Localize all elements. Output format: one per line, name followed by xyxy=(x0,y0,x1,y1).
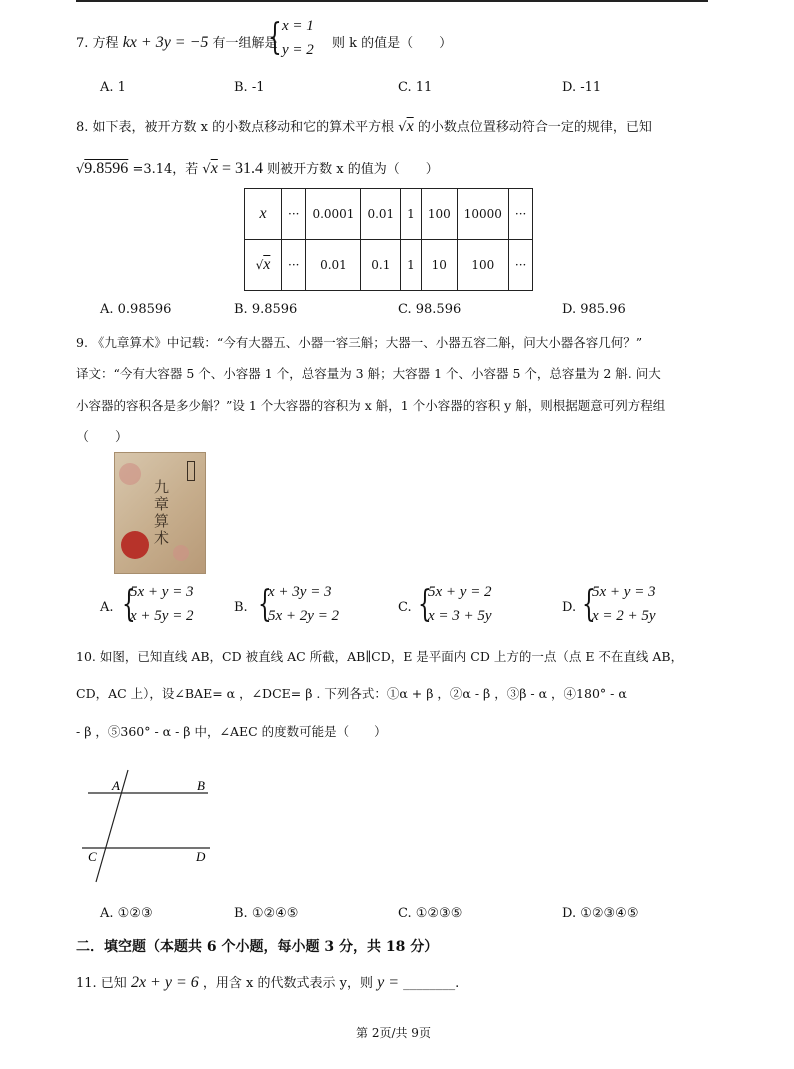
known-value: =3.14，若 xyxy=(132,162,199,177)
top-rule xyxy=(76,0,708,2)
q9-option-eq1: x + 3y = 3 xyxy=(268,584,332,600)
label-c: C xyxy=(88,849,97,864)
label-box xyxy=(187,461,195,481)
q10-line2: CD，AC 上），设∠BAE= α ，∠DCE= β . 下列各式：①α + β ，②α - β ，③β - α ，④180° - α xyxy=(76,686,627,701)
sqrt-icon: √ xyxy=(76,162,85,177)
q7-option-d: D. -11 xyxy=(562,80,602,95)
q9-option-d xyxy=(562,584,682,630)
table-cell: 1 xyxy=(401,189,422,240)
q7-sys-eq1: x = 1 xyxy=(282,18,314,34)
q10-figure xyxy=(80,768,220,888)
red-seal-icon xyxy=(121,531,149,559)
left-brace-icon: { xyxy=(418,584,432,625)
book-title: 九章算术 xyxy=(152,479,170,547)
q11-answer-var: y = xyxy=(377,974,400,991)
q8-option-c: C. 98.596 xyxy=(398,302,462,317)
q8-stem-line1 xyxy=(76,116,652,136)
q7-option-a: A. 1 xyxy=(100,80,126,95)
label-d: D xyxy=(196,849,206,864)
table-cell: ··· xyxy=(508,189,532,240)
q9-option-label: B. xyxy=(234,600,248,615)
cond-radicand: x xyxy=(210,160,218,177)
q9-option-eq1: 5x + y = 3 xyxy=(592,584,656,600)
q8-option-a: A. 0.98596 xyxy=(100,302,172,317)
q9-option-label: C. xyxy=(398,600,412,615)
q7-system xyxy=(268,16,328,64)
q7-option-c: C. 11 xyxy=(398,80,433,95)
table-row xyxy=(245,240,533,291)
q9-option-b xyxy=(234,584,354,630)
q9-option-eq2: x = 2 + 5y xyxy=(592,608,656,624)
q10-option-c: C. ①②③⑤ xyxy=(398,906,463,921)
q9-option-eq1: 5x + y = 2 xyxy=(428,584,492,600)
table-row xyxy=(245,189,533,240)
table-cell: ··· xyxy=(508,240,532,291)
q8-stem-line2 xyxy=(76,158,439,178)
q9-option-label: A. xyxy=(100,600,114,615)
q11-mid: ，用含 x 的代数式表示 y，则 xyxy=(202,976,373,991)
q8-line1-text: 8. 如下表，被开方数 x 的小数点移动和它的算术平方根 xyxy=(76,120,395,135)
q7-mid: 有一组解是 xyxy=(212,36,278,51)
q9-line4: （ ） xyxy=(76,430,129,445)
section-heading: 二．填空题（本题共 6 个小题，每小题 3 分，共 18 分） xyxy=(76,939,439,955)
table-cell: 0.0001 xyxy=(306,189,361,240)
q10-option-d: D. ①②③④⑤ xyxy=(562,906,639,921)
q9-option-label: D. xyxy=(562,600,577,615)
sqrt-icon: √ xyxy=(255,258,264,272)
page-footer: 第 2页/共 9页 xyxy=(356,1026,431,1040)
sqrt-icon: √ xyxy=(398,120,407,135)
q7-sys-eq2: y = 2 xyxy=(282,42,314,58)
q9-line1: 9. 《九章算术》中记载：“今有大器五、小器一容三斛；大器一、小器五容二斛，问大小器各容几何？” xyxy=(76,335,643,350)
table-head-sqrt-radicand: x xyxy=(263,256,271,273)
q8-option-d: D. 985.96 xyxy=(562,302,626,317)
q10-option-a: A. ①②③ xyxy=(100,906,153,921)
known-radicand: 9.8596 xyxy=(84,160,129,177)
q11-blank: ________. xyxy=(403,976,460,991)
q11-equation: 2x + y = 6 xyxy=(130,974,199,991)
q8-table xyxy=(244,188,533,291)
table-cell: ··· xyxy=(282,240,306,291)
table-cell: 10000 xyxy=(457,189,508,240)
q10-line3: - β ，⑤360° - α - β 中，∠AEC 的度数可能是（ ） xyxy=(76,724,387,739)
sqrt-expression xyxy=(398,120,413,135)
q9-option-eq2: x = 3 + 5y xyxy=(428,608,492,624)
q9-option-a xyxy=(100,584,210,630)
q7-option-b: B. -1 xyxy=(234,80,265,95)
left-brace-icon: { xyxy=(268,17,282,58)
sqrt-icon: √ xyxy=(202,162,211,177)
table-cell: 1 xyxy=(401,240,422,291)
flower-decoration xyxy=(119,463,141,485)
q8-line1b-text: 的小数点位置移动符合一定的规律，已知 xyxy=(417,120,652,135)
q8-line2b: 则被开方数 x 的值为（ ） xyxy=(267,162,439,177)
table-cell: 100 xyxy=(457,240,508,291)
left-brace-icon: { xyxy=(258,584,272,625)
table-cell: 0.1 xyxy=(361,240,401,291)
q7-post: 则 k 的值是（ ） xyxy=(332,36,453,51)
cond-value: = 31.4 xyxy=(221,160,263,177)
q10-line1: 10. 如图，已知直线 AB，CD 被直线 AC 所截，AB∥CD，E 是平面内 CD 上方的一点（点 E 不在直线 AB， xyxy=(76,649,684,664)
label-b: B xyxy=(197,778,205,793)
q11-pre: 11. 已知 xyxy=(76,976,127,991)
q9-line3: 小容器的容积各是多少斛？”设 1 个大容器的容积为 x 斛，1 个小容器的容积 y 斛，则根据题意可列方程组 xyxy=(76,398,666,413)
label-a: A xyxy=(112,778,120,793)
sqrt-radicand: x xyxy=(406,118,414,135)
q10-option-b: B. ①②④⑤ xyxy=(234,906,299,921)
table-cell: 0.01 xyxy=(361,189,401,240)
flower-decoration xyxy=(173,545,189,561)
table-head-sqrt-x xyxy=(245,240,282,291)
left-brace-icon: { xyxy=(122,584,136,625)
q9-option-eq1: 5x + y = 3 xyxy=(130,584,194,600)
q8-option-b: B. 9.8596 xyxy=(234,302,298,317)
table-cell: 100 xyxy=(421,189,457,240)
table-cell: 0.01 xyxy=(306,240,361,291)
q7-stem xyxy=(76,32,278,52)
book-cover-image xyxy=(114,452,206,574)
left-brace-icon: { xyxy=(582,584,596,625)
q7-pre: 方程 xyxy=(92,36,119,51)
q9-line2: 译文：“今有大容器 5 个、小容器 1 个，总容量为 3 斛；大容器 1 个、小容器 5 个，总容量为 2 斛. 问大 xyxy=(76,366,661,381)
q9-option-eq2: x + 5y = 2 xyxy=(130,608,194,624)
table-head-x: x xyxy=(245,189,282,240)
q9-option-c xyxy=(398,584,518,630)
q7-number: 7. xyxy=(76,36,89,51)
q7-equation: kx + 3y = −5 xyxy=(122,34,209,51)
table-cell: 10 xyxy=(421,240,457,291)
q9-option-eq2: 5x + 2y = 2 xyxy=(268,608,340,624)
table-cell: ··· xyxy=(282,189,306,240)
q11-stem xyxy=(76,972,459,992)
